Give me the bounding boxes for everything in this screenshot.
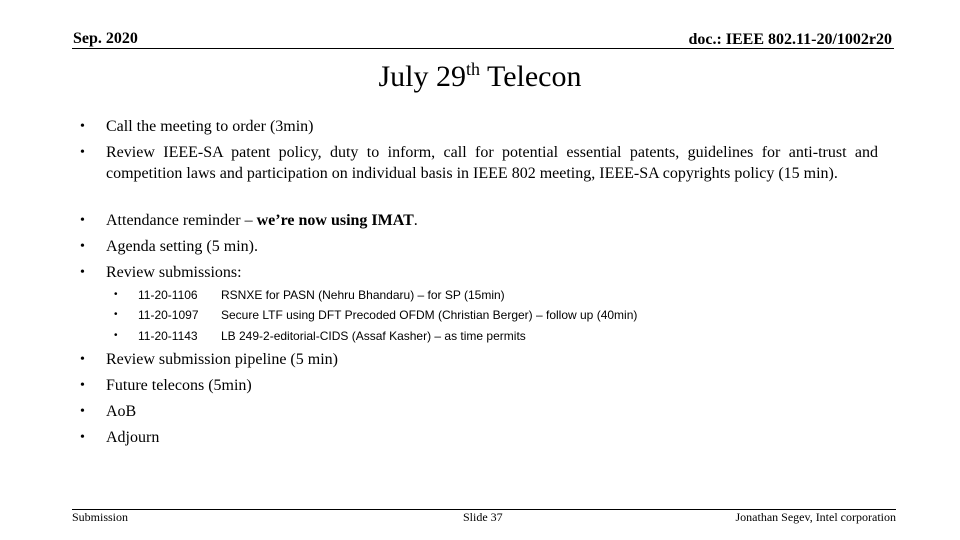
agenda-item-text: AoB bbox=[106, 403, 137, 420]
bullet-icon: • bbox=[80, 145, 85, 160]
agenda-item-text: Agenda setting (5 min). bbox=[106, 238, 258, 255]
attendance-suffix: . bbox=[413, 212, 418, 229]
submission-description: RSNXE for PASN (Nehru Bhandaru) – for SP (15min) bbox=[221, 288, 505, 302]
bullet-icon: • bbox=[80, 404, 85, 419]
attendance-prefix: Attendance reminder – bbox=[106, 212, 257, 229]
bullet-icon: • bbox=[80, 352, 85, 367]
submission-number: 11-20-1106 bbox=[138, 288, 198, 302]
header-doc-id: doc.: IEEE 802.11-20/1002r20 bbox=[688, 31, 892, 48]
title-superscript: th bbox=[466, 59, 481, 79]
bullet-icon: • bbox=[80, 239, 85, 254]
header-date: Sep. 2020 bbox=[73, 30, 138, 47]
agenda-item-text: Call the meeting to order (3min) bbox=[106, 118, 314, 135]
submission-description: Secure LTF using DFT Precoded OFDM (Christian Berger) – follow up (40min) bbox=[221, 308, 638, 322]
agenda-item-text: Review submission pipeline (5 min) bbox=[106, 351, 338, 368]
submission-number: 11-20-1143 bbox=[138, 329, 198, 343]
submission-description: LB 249-2-editorial-CIDS (Assaf Kasher) – as time permits bbox=[221, 329, 526, 343]
bullet-icon: • bbox=[114, 309, 118, 320]
bullet-icon: • bbox=[80, 119, 85, 134]
title-rest: Telecon bbox=[480, 60, 582, 93]
agenda-item bbox=[74, 142, 878, 206]
title-main: July 29 bbox=[378, 60, 466, 93]
agenda-item-text: Review IEEE-SA patent policy, duty to inform, call for potential essential patents, guidelines for anti-trust and competition laws and participation on individual basis in IEEE 802 meeting, IEEE-SA copyrights policy (15 min). bbox=[106, 144, 878, 182]
bullet-icon: • bbox=[80, 378, 85, 393]
agenda-item-text bbox=[106, 210, 878, 231]
agenda-item-text: Adjourn bbox=[106, 429, 160, 446]
agenda-item-text: Review submissions: bbox=[106, 264, 242, 281]
footer-author: Jonathan Segev, Intel corporation bbox=[735, 510, 896, 524]
footer-submission: Submission bbox=[72, 510, 129, 524]
submission-number: 11-20-1097 bbox=[138, 308, 199, 322]
footer-slide-number: Slide 37 bbox=[463, 510, 503, 524]
agenda-item-text: Future telecons (5min) bbox=[106, 377, 252, 394]
bullet-icon: • bbox=[80, 265, 85, 280]
bullet-icon: • bbox=[114, 330, 118, 341]
slide-title bbox=[0, 58, 960, 99]
attendance-emphasis: we’re now using IMAT bbox=[256, 212, 414, 229]
bullet-icon: • bbox=[80, 430, 85, 445]
bullet-icon: • bbox=[114, 289, 118, 300]
header-divider bbox=[72, 48, 894, 49]
bullet-icon: • bbox=[80, 213, 85, 228]
